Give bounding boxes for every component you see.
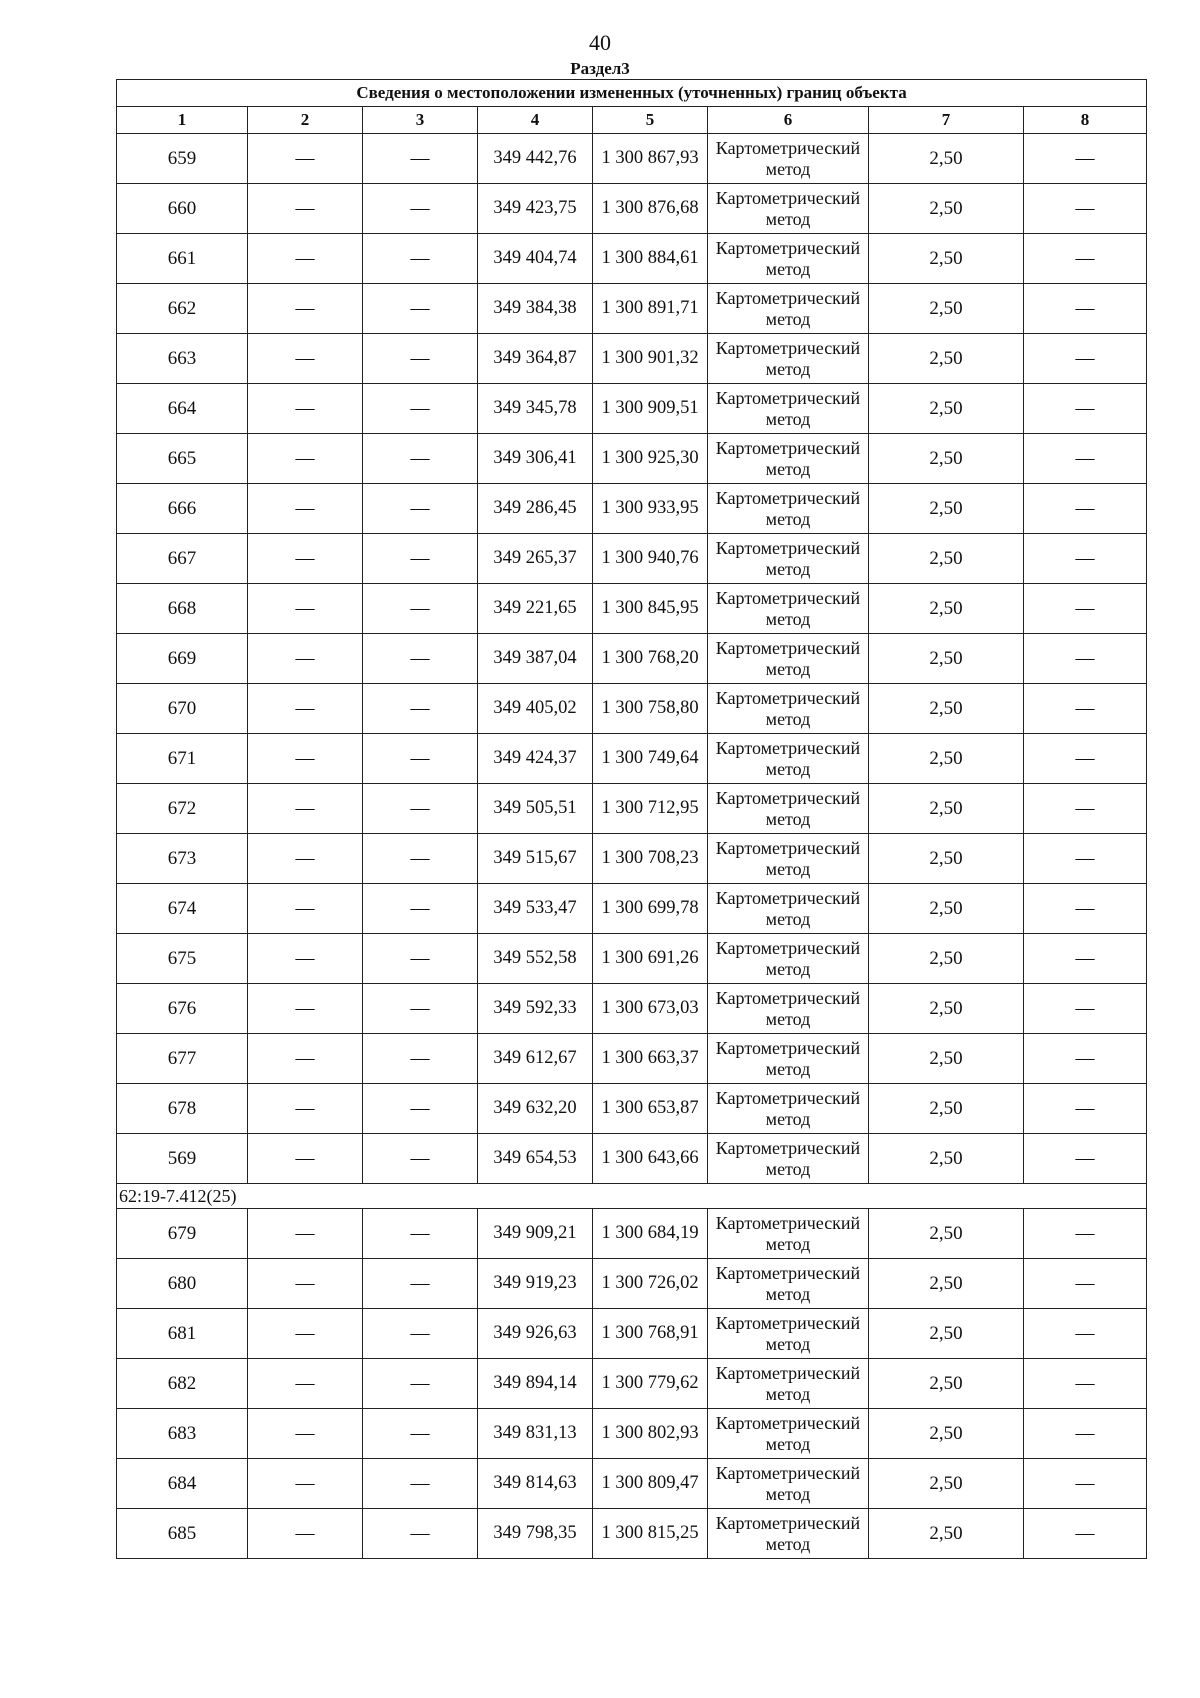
x-coordinate-cell: 349 306,41 — [478, 434, 593, 484]
point-number-cell: 673 — [117, 834, 248, 884]
accuracy-cell: 2,50 — [869, 234, 1024, 284]
empty-cell: — — [1024, 184, 1147, 234]
table-row — [117, 1309, 1147, 1359]
method-cell: Картометрический метод — [708, 734, 869, 784]
method-cell: Картометрический метод — [708, 1034, 869, 1084]
accuracy-cell: 2,50 — [869, 484, 1024, 534]
y-coordinate-cell: 1 300 653,87 — [593, 1084, 708, 1134]
point-number-cell: 663 — [117, 334, 248, 384]
point-number-cell: 681 — [117, 1309, 248, 1359]
empty-cell: — — [1024, 134, 1147, 184]
empty-cell: — — [248, 584, 363, 634]
empty-cell: — — [248, 284, 363, 334]
y-coordinate-cell: 1 300 884,61 — [593, 234, 708, 284]
table-row — [117, 534, 1147, 584]
x-coordinate-cell: 349 286,45 — [478, 484, 593, 534]
accuracy-cell: 2,50 — [869, 1409, 1024, 1459]
empty-cell: — — [1024, 834, 1147, 884]
empty-cell: — — [363, 1259, 478, 1309]
method-cell: Картометрический метод — [708, 1509, 869, 1559]
empty-cell: — — [248, 784, 363, 834]
empty-cell: — — [1024, 734, 1147, 784]
method-cell: Картометрический метод — [708, 584, 869, 634]
y-coordinate-cell: 1 300 749,64 — [593, 734, 708, 784]
x-coordinate-cell: 349 404,74 — [478, 234, 593, 284]
table-row — [117, 784, 1147, 834]
empty-cell: — — [248, 134, 363, 184]
table-row — [117, 634, 1147, 684]
empty-cell: — — [363, 784, 478, 834]
accuracy-cell: 2,50 — [869, 684, 1024, 734]
empty-cell: — — [363, 884, 478, 934]
x-coordinate-cell: 349 384,38 — [478, 284, 593, 334]
x-coordinate-cell: 349 265,37 — [478, 534, 593, 584]
table-row — [117, 134, 1147, 184]
empty-cell: — — [363, 1509, 478, 1559]
point-number-cell: 665 — [117, 434, 248, 484]
empty-cell: — — [363, 534, 478, 584]
point-number-cell: 679 — [117, 1209, 248, 1259]
method-cell: Картометрический метод — [708, 1309, 869, 1359]
x-coordinate-cell: 349 814,63 — [478, 1459, 593, 1509]
empty-cell: — — [1024, 1134, 1147, 1184]
method-cell: Картометрический метод — [708, 184, 869, 234]
method-cell: Картометрический метод — [708, 784, 869, 834]
accuracy-cell: 2,50 — [869, 884, 1024, 934]
empty-cell: — — [248, 1134, 363, 1184]
point-number-cell: 683 — [117, 1409, 248, 1459]
x-coordinate-cell: 349 387,04 — [478, 634, 593, 684]
empty-cell: — — [363, 134, 478, 184]
table-row — [117, 284, 1147, 334]
empty-cell: — — [248, 1084, 363, 1134]
empty-cell: — — [248, 734, 363, 784]
point-number-cell: 660 — [117, 184, 248, 234]
method-cell: Картометрический метод — [708, 1459, 869, 1509]
table-row — [117, 834, 1147, 884]
method-cell: Картометрический метод — [708, 834, 869, 884]
accuracy-cell: 2,50 — [869, 834, 1024, 884]
empty-cell: — — [248, 484, 363, 534]
empty-cell: — — [1024, 1409, 1147, 1459]
x-coordinate-cell: 349 221,65 — [478, 584, 593, 634]
empty-cell: — — [363, 1209, 478, 1259]
group-row — [117, 1184, 1147, 1209]
method-cell: Картометрический метод — [708, 934, 869, 984]
accuracy-cell: 2,50 — [869, 184, 1024, 234]
accuracy-cell: 2,50 — [869, 584, 1024, 634]
empty-cell: — — [363, 1134, 478, 1184]
accuracy-cell: 2,50 — [869, 1359, 1024, 1409]
empty-cell: — — [248, 634, 363, 684]
point-number-cell: 670 — [117, 684, 248, 734]
empty-cell: — — [1024, 1259, 1147, 1309]
accuracy-cell: 2,50 — [869, 1309, 1024, 1359]
empty-cell: — — [363, 684, 478, 734]
point-number-cell: 667 — [117, 534, 248, 584]
y-coordinate-cell: 1 300 891,71 — [593, 284, 708, 334]
column-header: 5 — [593, 107, 708, 134]
empty-cell: — — [248, 684, 363, 734]
empty-cell: — — [363, 1084, 478, 1134]
accuracy-cell: 2,50 — [869, 1209, 1024, 1259]
y-coordinate-cell: 1 300 940,76 — [593, 534, 708, 584]
y-coordinate-cell: 1 300 901,32 — [593, 334, 708, 384]
y-coordinate-cell: 1 300 802,93 — [593, 1409, 708, 1459]
table-caption-row — [117, 80, 1147, 107]
point-number-cell: 682 — [117, 1359, 248, 1409]
accuracy-cell: 2,50 — [869, 1459, 1024, 1509]
method-cell: Картометрический метод — [708, 134, 869, 184]
table-row — [117, 984, 1147, 1034]
column-header-row — [117, 107, 1147, 134]
empty-cell: — — [1024, 1209, 1147, 1259]
accuracy-cell: 2,50 — [869, 1134, 1024, 1184]
empty-cell: — — [363, 934, 478, 984]
x-coordinate-cell: 349 592,33 — [478, 984, 593, 1034]
table-row — [117, 234, 1147, 284]
table-row — [117, 934, 1147, 984]
accuracy-cell: 2,50 — [869, 334, 1024, 384]
accuracy-cell: 2,50 — [869, 534, 1024, 584]
table-row — [117, 434, 1147, 484]
table-row — [117, 1084, 1147, 1134]
empty-cell: — — [363, 1309, 478, 1359]
point-number-cell: 676 — [117, 984, 248, 1034]
empty-cell: — — [1024, 934, 1147, 984]
table-row — [117, 884, 1147, 934]
y-coordinate-cell: 1 300 758,80 — [593, 684, 708, 734]
empty-cell: — — [1024, 1459, 1147, 1509]
x-coordinate-cell: 349 919,23 — [478, 1259, 593, 1309]
column-header: 4 — [478, 107, 593, 134]
y-coordinate-cell: 1 300 876,68 — [593, 184, 708, 234]
empty-cell: — — [363, 1359, 478, 1409]
empty-cell: — — [1024, 434, 1147, 484]
section-title: Раздел3 — [570, 59, 630, 78]
method-cell: Картометрический метод — [708, 534, 869, 584]
empty-cell: — — [1024, 634, 1147, 684]
empty-cell: — — [363, 634, 478, 684]
empty-cell: — — [1024, 284, 1147, 334]
y-coordinate-cell: 1 300 684,19 — [593, 1209, 708, 1259]
method-cell: Картометрический метод — [708, 284, 869, 334]
table-row — [117, 1459, 1147, 1509]
point-number-cell: 677 — [117, 1034, 248, 1084]
table-row — [117, 1509, 1147, 1559]
empty-cell: — — [248, 184, 363, 234]
accuracy-cell: 2,50 — [869, 734, 1024, 784]
accuracy-cell: 2,50 — [869, 1034, 1024, 1084]
empty-cell: — — [363, 184, 478, 234]
empty-cell: — — [1024, 984, 1147, 1034]
empty-cell: — — [363, 584, 478, 634]
y-coordinate-cell: 1 300 809,47 — [593, 1459, 708, 1509]
point-number-cell: 672 — [117, 784, 248, 834]
column-header: 1 — [117, 107, 248, 134]
empty-cell: — — [248, 934, 363, 984]
accuracy-cell: 2,50 — [869, 134, 1024, 184]
y-coordinate-cell: 1 300 933,95 — [593, 484, 708, 534]
point-number-cell: 659 — [117, 134, 248, 184]
column-header: 7 — [869, 107, 1024, 134]
accuracy-cell: 2,50 — [869, 1084, 1024, 1134]
method-cell: Картометрический метод — [708, 1409, 869, 1459]
accuracy-cell: 2,50 — [869, 1259, 1024, 1309]
x-coordinate-cell: 349 423,75 — [478, 184, 593, 234]
x-coordinate-cell: 349 552,58 — [478, 934, 593, 984]
empty-cell: — — [363, 834, 478, 884]
table-row — [117, 1034, 1147, 1084]
empty-cell: — — [248, 984, 363, 1034]
empty-cell: — — [1024, 334, 1147, 384]
method-cell: Картометрический метод — [708, 1209, 869, 1259]
empty-cell: — — [1024, 484, 1147, 534]
point-number-cell: 675 — [117, 934, 248, 984]
method-cell: Картометрический метод — [708, 884, 869, 934]
point-number-cell: 569 — [117, 1134, 248, 1184]
empty-cell: — — [248, 1309, 363, 1359]
y-coordinate-cell: 1 300 867,93 — [593, 134, 708, 184]
y-coordinate-cell: 1 300 691,26 — [593, 934, 708, 984]
empty-cell: — — [1024, 534, 1147, 584]
y-coordinate-cell: 1 300 643,66 — [593, 1134, 708, 1184]
table-row — [117, 684, 1147, 734]
empty-cell: — — [248, 534, 363, 584]
x-coordinate-cell: 349 798,35 — [478, 1509, 593, 1559]
method-cell: Картометрический метод — [708, 334, 869, 384]
column-header: 6 — [708, 107, 869, 134]
empty-cell: — — [248, 384, 363, 434]
x-coordinate-cell: 349 364,87 — [478, 334, 593, 384]
x-coordinate-cell: 349 909,21 — [478, 1209, 593, 1259]
y-coordinate-cell: 1 300 673,03 — [593, 984, 708, 1034]
table-row — [117, 484, 1147, 534]
empty-cell: — — [1024, 1034, 1147, 1084]
accuracy-cell: 2,50 — [869, 984, 1024, 1034]
method-cell: Картометрический метод — [708, 234, 869, 284]
method-cell: Картометрический метод — [708, 634, 869, 684]
accuracy-cell: 2,50 — [869, 634, 1024, 684]
x-coordinate-cell: 349 831,13 — [478, 1409, 593, 1459]
column-header: 8 — [1024, 107, 1147, 134]
empty-cell: — — [1024, 884, 1147, 934]
y-coordinate-cell: 1 300 909,51 — [593, 384, 708, 434]
y-coordinate-cell: 1 300 726,02 — [593, 1259, 708, 1309]
accuracy-cell: 2,50 — [869, 384, 1024, 434]
empty-cell: — — [363, 384, 478, 434]
y-coordinate-cell: 1 300 768,20 — [593, 634, 708, 684]
x-coordinate-cell: 349 505,51 — [478, 784, 593, 834]
y-coordinate-cell: 1 300 815,25 — [593, 1509, 708, 1559]
point-number-cell: 668 — [117, 584, 248, 634]
method-cell: Картометрический метод — [708, 484, 869, 534]
method-cell: Картометрический метод — [708, 1259, 869, 1309]
y-coordinate-cell: 1 300 708,23 — [593, 834, 708, 884]
table-row — [117, 1134, 1147, 1184]
table-row — [117, 1259, 1147, 1309]
y-coordinate-cell: 1 300 768,91 — [593, 1309, 708, 1359]
x-coordinate-cell: 349 612,67 — [478, 1034, 593, 1084]
method-cell: Картометрический метод — [708, 984, 869, 1034]
column-header: 2 — [248, 107, 363, 134]
accuracy-cell: 2,50 — [869, 284, 1024, 334]
x-coordinate-cell: 349 926,63 — [478, 1309, 593, 1359]
table-row — [117, 384, 1147, 434]
x-coordinate-cell: 349 345,78 — [478, 384, 593, 434]
method-cell: Картометрический метод — [708, 1084, 869, 1134]
empty-cell: — — [1024, 384, 1147, 434]
empty-cell: — — [248, 1359, 363, 1409]
x-coordinate-cell: 349 424,37 — [478, 734, 593, 784]
empty-cell: — — [248, 1509, 363, 1559]
x-coordinate-cell: 349 405,02 — [478, 684, 593, 734]
empty-cell: — — [248, 834, 363, 884]
empty-cell: — — [363, 234, 478, 284]
empty-cell: — — [363, 334, 478, 384]
x-coordinate-cell: 349 654,53 — [478, 1134, 593, 1184]
empty-cell: — — [248, 1034, 363, 1084]
y-coordinate-cell: 1 300 699,78 — [593, 884, 708, 934]
empty-cell: — — [248, 1209, 363, 1259]
point-number-cell: 685 — [117, 1509, 248, 1559]
empty-cell: — — [1024, 584, 1147, 634]
table-title: Сведения о местоположении измененных (уточненных) границ объекта — [117, 80, 1147, 107]
y-coordinate-cell: 1 300 663,37 — [593, 1034, 708, 1084]
empty-cell: — — [1024, 1309, 1147, 1359]
point-number-cell: 666 — [117, 484, 248, 534]
x-coordinate-cell: 349 632,20 — [478, 1084, 593, 1134]
accuracy-cell: 2,50 — [869, 1509, 1024, 1559]
empty-cell: — — [363, 984, 478, 1034]
empty-cell: — — [248, 334, 363, 384]
group-label: 62:19-7.412(25) — [117, 1184, 1147, 1209]
table-row — [117, 334, 1147, 384]
point-number-cell: 680 — [117, 1259, 248, 1309]
empty-cell: — — [363, 1034, 478, 1084]
column-header: 3 — [363, 107, 478, 134]
y-coordinate-cell: 1 300 845,95 — [593, 584, 708, 634]
table-row — [117, 1209, 1147, 1259]
empty-cell: — — [248, 234, 363, 284]
y-coordinate-cell: 1 300 779,62 — [593, 1359, 708, 1409]
y-coordinate-cell: 1 300 712,95 — [593, 784, 708, 834]
method-cell: Картометрический метод — [708, 1359, 869, 1409]
point-number-cell: 664 — [117, 384, 248, 434]
empty-cell: — — [248, 434, 363, 484]
method-cell: Картометрический метод — [708, 684, 869, 734]
method-cell: Картометрический метод — [708, 1134, 869, 1184]
empty-cell: — — [363, 1409, 478, 1459]
x-coordinate-cell: 349 533,47 — [478, 884, 593, 934]
empty-cell: — — [248, 1459, 363, 1509]
table-row — [117, 1359, 1147, 1409]
empty-cell: — — [1024, 1359, 1147, 1409]
empty-cell: — — [363, 484, 478, 534]
empty-cell: — — [363, 1459, 478, 1509]
table-row — [117, 734, 1147, 784]
x-coordinate-cell: 349 442,76 — [478, 134, 593, 184]
empty-cell: — — [363, 434, 478, 484]
point-number-cell: 669 — [117, 634, 248, 684]
point-number-cell: 674 — [117, 884, 248, 934]
empty-cell: — — [1024, 1084, 1147, 1134]
table-body — [117, 134, 1147, 1559]
table-row — [117, 584, 1147, 634]
empty-cell: — — [1024, 784, 1147, 834]
method-cell: Картометрический метод — [708, 384, 869, 434]
empty-cell: — — [1024, 1509, 1147, 1559]
accuracy-cell: 2,50 — [869, 934, 1024, 984]
coordinates-table — [116, 79, 1147, 1559]
point-number-cell: 661 — [117, 234, 248, 284]
table-row — [117, 184, 1147, 234]
point-number-cell: 678 — [117, 1084, 248, 1134]
empty-cell: — — [248, 1259, 363, 1309]
empty-cell: — — [363, 734, 478, 784]
point-number-cell: 662 — [117, 284, 248, 334]
empty-cell: — — [1024, 684, 1147, 734]
x-coordinate-cell: 349 894,14 — [478, 1359, 593, 1409]
point-number-cell: 671 — [117, 734, 248, 784]
table-row — [117, 1409, 1147, 1459]
empty-cell: — — [248, 1409, 363, 1459]
x-coordinate-cell: 349 515,67 — [478, 834, 593, 884]
point-number-cell: 684 — [117, 1459, 248, 1509]
method-cell: Картометрический метод — [708, 434, 869, 484]
empty-cell: — — [248, 884, 363, 934]
empty-cell: — — [363, 284, 478, 334]
empty-cell: — — [1024, 234, 1147, 284]
accuracy-cell: 2,50 — [869, 434, 1024, 484]
page-number: 40 — [589, 30, 611, 55]
accuracy-cell: 2,50 — [869, 784, 1024, 834]
y-coordinate-cell: 1 300 925,30 — [593, 434, 708, 484]
